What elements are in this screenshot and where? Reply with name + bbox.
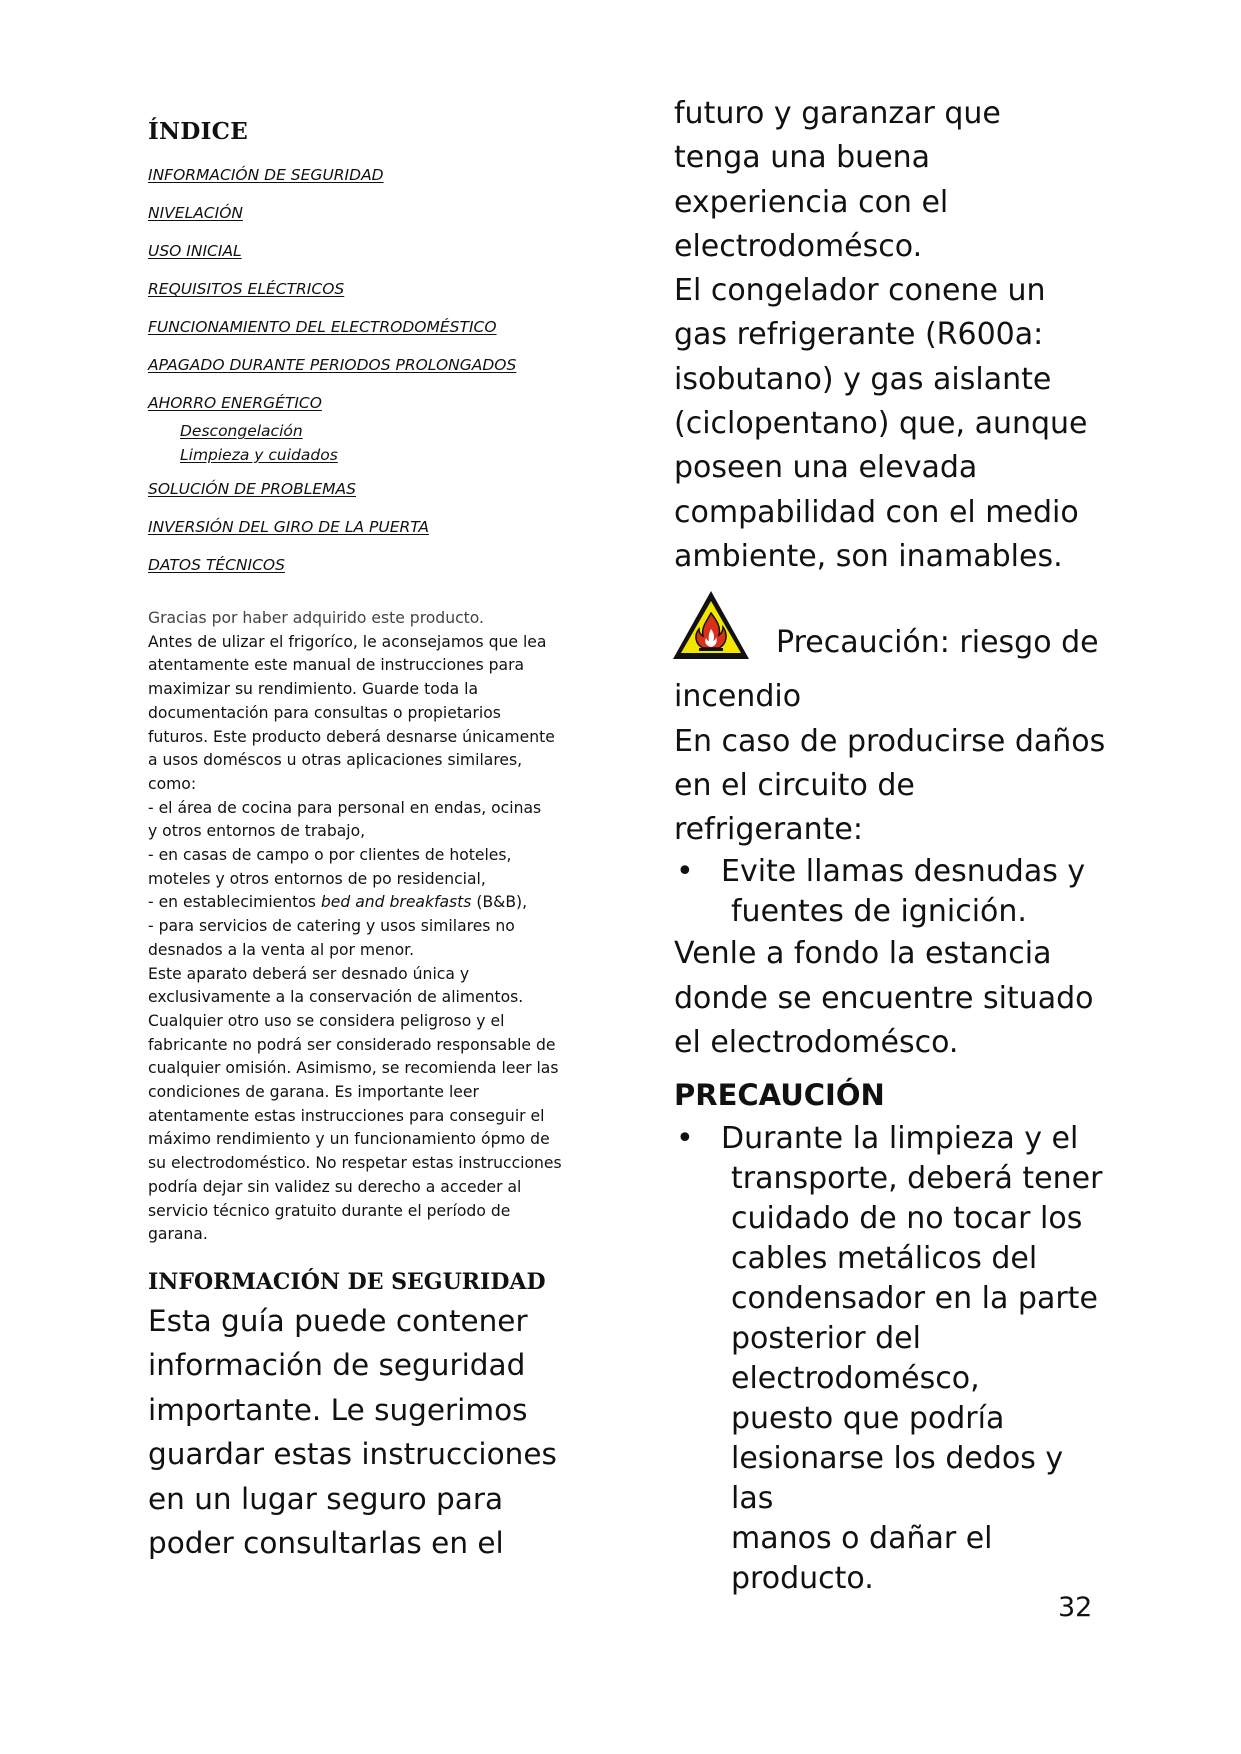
continuation-line: compabilidad con el medio bbox=[674, 494, 1079, 530]
continuation-line: electrodomésco. bbox=[674, 228, 923, 264]
toc-subitem[interactable] bbox=[180, 445, 578, 465]
intro-paragraph bbox=[148, 607, 578, 1247]
ventilation-line: donde se encuentre situado bbox=[674, 980, 1094, 1016]
intro-line: atentamente este manual de instrucciones para bbox=[148, 656, 525, 675]
toc-link-uso-inicial[interactable]: USO INICIAL bbox=[148, 242, 242, 260]
table-of-contents bbox=[148, 165, 578, 575]
continuation-line: (ciclopentano) que, aunque bbox=[674, 406, 1088, 442]
warning-line: refrigerante: bbox=[674, 812, 863, 848]
bullet-line: • Evite llamas desnudas y bbox=[721, 854, 1086, 890]
right-column bbox=[674, 92, 1114, 1599]
bullet-item bbox=[674, 852, 1114, 932]
safety-line: en un lugar seguro para bbox=[148, 1481, 504, 1516]
toc-link-limpieza[interactable]: Limpieza y cuidados bbox=[180, 446, 338, 464]
toc-link-nivelacion[interactable]: NIVELACIÓN bbox=[148, 204, 243, 222]
continuation-line: futuro y garanzar que bbox=[674, 96, 1001, 131]
page-number: 32 bbox=[1058, 1592, 1093, 1623]
continuation-line: experiencia con el bbox=[674, 184, 949, 220]
intro-line: exclusivamente a la conservación de alimentos. bbox=[148, 988, 524, 1007]
intro-line: máximo rendimiento y un funcionamiento ópmo de bbox=[148, 1130, 550, 1149]
ventilation-line: Venle a fondo la estancia bbox=[674, 936, 1052, 972]
toc-link-apagado[interactable]: APAGADO DURANTE PERIODOS PROLONGADOS bbox=[148, 356, 517, 374]
continuation-line: poseen una elevada bbox=[674, 450, 978, 486]
warning-line: en el circuito de bbox=[674, 767, 915, 803]
bullet-line: cuidado de no tocar los bbox=[731, 1201, 1083, 1237]
bullet-line: producto. bbox=[731, 1561, 874, 1597]
bullet-line: puesto que podría bbox=[731, 1401, 1005, 1437]
intro-line: y otros entornos de trabajo, bbox=[148, 822, 366, 841]
bullet-line: manos o dañar el bbox=[731, 1521, 993, 1557]
intro-line: moteles y otros entornos de po residencial, bbox=[148, 869, 486, 888]
intro-line: desnados a la venta al por menor. bbox=[148, 940, 415, 959]
warning-line: En caso de producirse daños bbox=[674, 723, 1106, 759]
toc-link-requisitos-electricos[interactable]: REQUISITOS ELÉCTRICOS bbox=[148, 280, 345, 298]
intro-line: su electrodoméstico. No respetar estas instrucciones bbox=[148, 1154, 562, 1173]
toc-item[interactable] bbox=[148, 393, 578, 413]
toc-item[interactable] bbox=[148, 479, 578, 499]
intro-line: garana. bbox=[148, 1225, 208, 1244]
bullet-line: condensador en la parte bbox=[731, 1281, 1098, 1317]
intro-line: - en casas de campo o por clientes de hoteles, bbox=[148, 846, 512, 865]
bullet-line: posterior del bbox=[731, 1321, 921, 1357]
toc-item[interactable] bbox=[148, 517, 578, 537]
continuation-line: isobutano) y gas aislante bbox=[674, 361, 1052, 397]
toc-link-descongelacion[interactable]: Descongelación bbox=[180, 422, 303, 440]
intro-line: Gracias por haber adquirido este producto. bbox=[148, 609, 484, 627]
bullet-line: • Durante la limpieza y el bbox=[721, 1121, 1079, 1157]
bullet-list bbox=[674, 852, 1114, 932]
toc-item[interactable] bbox=[148, 165, 578, 185]
toc-link-funcionamiento[interactable]: FUNCIONAMIENTO DEL ELECTRODOMÉSTICO bbox=[148, 318, 497, 336]
intro-line: Cualquier otro uso se considera peligroso y el bbox=[148, 1011, 505, 1030]
fire-warning bbox=[674, 589, 1114, 675]
intro-line: Este aparato deberá ser desnado única y bbox=[148, 964, 470, 983]
intro-line: fabricante no podrá ser considerado responsable de bbox=[148, 1035, 556, 1054]
toc-subitem[interactable] bbox=[180, 421, 578, 441]
intro-line: condiciones de garana. Es importante leer bbox=[148, 1083, 479, 1102]
ventilation-text bbox=[674, 932, 1114, 1065]
precaucion-title: PRECAUCIÓN bbox=[674, 1078, 885, 1113]
toc-item[interactable] bbox=[148, 203, 578, 223]
intro-segment: - en establecimientos bbox=[148, 893, 321, 912]
bullet-line: cables metálicos del bbox=[731, 1241, 1038, 1277]
intro-line: como: bbox=[148, 774, 197, 793]
safety-line: información de seguridad bbox=[148, 1348, 526, 1383]
intro-line: - para servicios de catering y usos similares no bbox=[148, 917, 515, 936]
intro-line: maximizar su rendimiento. Guarde toda la bbox=[148, 680, 479, 699]
intro-line: servicio técnico gratuito durante el período de bbox=[148, 1201, 511, 1220]
intro-line: cualquier omisión. Asimismo, se recomienda leer las bbox=[148, 1059, 559, 1078]
safety-line: importante. Le sugerimos bbox=[148, 1392, 528, 1427]
toc-link-inversion-puerta[interactable]: INVERSIÓN DEL GIRO DE LA PUERTA bbox=[148, 518, 429, 536]
toc-item[interactable] bbox=[148, 279, 578, 299]
continuation-text bbox=[674, 92, 1114, 579]
continuation-line: gas refrigerante (R600a: bbox=[674, 317, 1044, 353]
intro-line: Antes de ulizar el frigoríco, le aconsejamos que lea bbox=[148, 632, 547, 651]
continuation-line: tenga una buena bbox=[674, 140, 931, 176]
toc-link-datos-tecnicos[interactable]: DATOS TÉCNICOS bbox=[148, 556, 285, 574]
toc-item[interactable] bbox=[148, 317, 578, 337]
bullet-item bbox=[674, 1119, 1114, 1599]
toc-link-ahorro-energetico[interactable]: AHORRO ENERGÉTICO bbox=[148, 394, 322, 412]
intro-line: documentación para consultas o propietarios bbox=[148, 703, 501, 722]
warning-line: incendio bbox=[674, 679, 802, 715]
bullet-line: electrodomésco, bbox=[731, 1361, 980, 1397]
bullet-line: lesionarse los dedos y las bbox=[731, 1441, 1064, 1517]
bullet-list bbox=[674, 1119, 1114, 1599]
safety-text bbox=[148, 1299, 578, 1566]
continuation-line: ambiente, son inamables. bbox=[674, 538, 1063, 574]
section-title-seguridad: INFORMACIÓN DE SEGURIDAD bbox=[148, 1268, 546, 1295]
toc-link-informacion-seguridad[interactable]: INFORMACIÓN DE SEGURIDAD bbox=[148, 166, 384, 184]
left-column bbox=[148, 118, 578, 1566]
toc-item[interactable] bbox=[148, 555, 578, 575]
bullet-line: fuentes de ignición. bbox=[731, 894, 1027, 930]
toc-item[interactable] bbox=[148, 241, 578, 261]
intro-line bbox=[148, 891, 578, 915]
toc-title: ÍNDICE bbox=[148, 118, 249, 145]
toc-link-solucion-problemas[interactable]: SOLUCIÓN DE PROBLEMAS bbox=[148, 480, 356, 498]
ventilation-line: el electrodomésco. bbox=[674, 1025, 959, 1061]
warning-text bbox=[674, 675, 1114, 852]
bullet-line: transporte, deberá tener bbox=[731, 1161, 1103, 1197]
intro-line: atentamente estas instrucciones para conseguir el bbox=[148, 1106, 545, 1125]
safety-line: Esta guía puede contener bbox=[148, 1303, 528, 1338]
fire-warning-heading: Precaución: riesgo de bbox=[776, 625, 1099, 661]
safety-line: poder consultarlas en el bbox=[148, 1526, 504, 1561]
intro-line: a usos doméscos u otras aplicaciones similares, bbox=[148, 751, 523, 770]
intro-segment: (B&B), bbox=[471, 893, 528, 912]
safety-line: guardar estas instrucciones bbox=[148, 1437, 557, 1472]
continuation-line: El congelador conene un bbox=[674, 273, 1046, 309]
intro-line: futuros. Este producto deberá desnarse únicamente bbox=[148, 727, 555, 746]
intro-line: - el área de cocina para personal en endas, ocinas bbox=[148, 798, 542, 817]
intro-line: podría dejar sin validez su derecho a acceder al bbox=[148, 1177, 522, 1196]
flammable-warning-icon bbox=[671, 589, 751, 661]
toc-item[interactable] bbox=[148, 355, 578, 375]
intro-italic-segment: bed and breakfasts bbox=[320, 893, 472, 912]
